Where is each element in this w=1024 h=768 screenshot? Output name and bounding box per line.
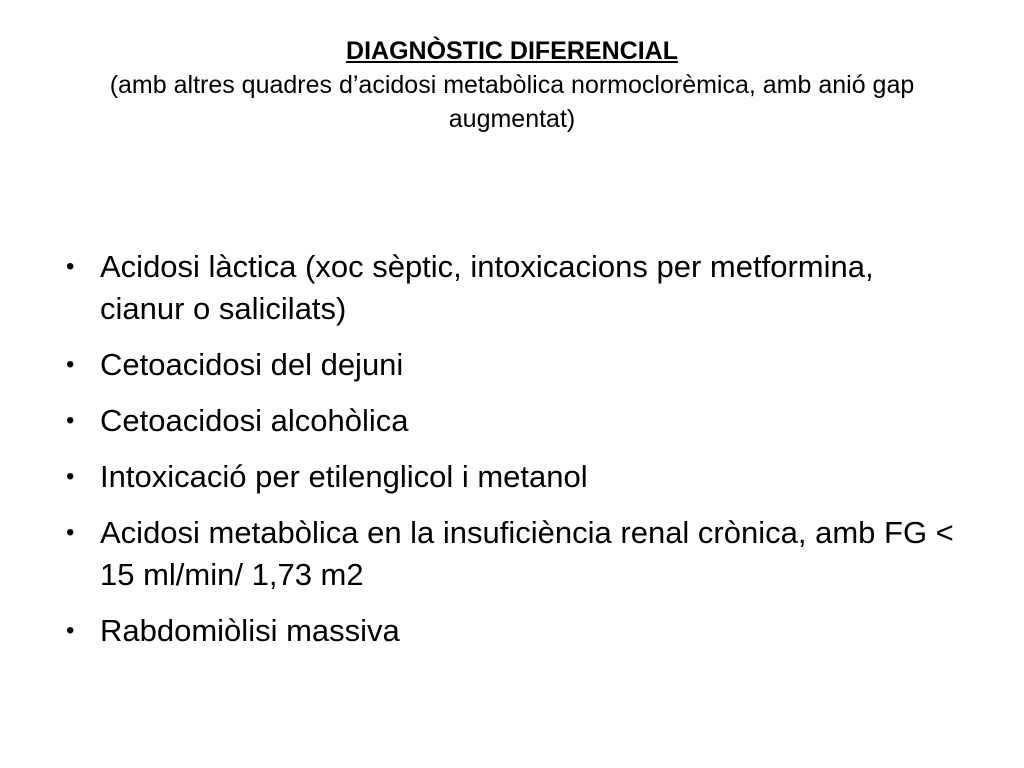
list-item <box>62 246 962 330</box>
list-item-text: Cetoacidosi del dejuni <box>100 347 404 382</box>
slide-subtitle: (amb altres quadres d’acidosi metabòlica normoclorèmica, amb anió gap augmentat) <box>109 71 915 133</box>
slide-title: DIAGNÒSTIC DIFERENCIAL <box>346 37 678 65</box>
list-item-text: Rabdomiòlisi massiva <box>100 613 400 648</box>
list-item-text: Cetoacidosi alcohòlica <box>100 403 409 438</box>
list-item <box>62 456 962 498</box>
bullet-icon: • <box>66 617 75 644</box>
list-item <box>62 400 962 442</box>
bullet-icon: • <box>66 253 75 280</box>
list-item-text: Acidosi metabòlica en la insuficiència renal crònica, amb FG < 15 ml/min/ 1,73 m2 <box>100 515 954 592</box>
list-item <box>62 512 962 596</box>
bullet-icon: • <box>66 407 75 434</box>
bullet-list <box>62 246 962 666</box>
bullet-icon: • <box>66 351 75 378</box>
list-item-text: Acidosi làctica (xoc sèptic, intoxicacions per metformina, cianur o salicilats) <box>100 249 874 326</box>
bullet-icon: • <box>66 519 75 546</box>
list-item <box>62 610 962 652</box>
bullet-icon: • <box>66 463 75 490</box>
title-block <box>60 34 964 136</box>
list-item-text: Intoxicació per etilenglicol i metanol <box>100 459 588 494</box>
list-item <box>62 344 962 386</box>
